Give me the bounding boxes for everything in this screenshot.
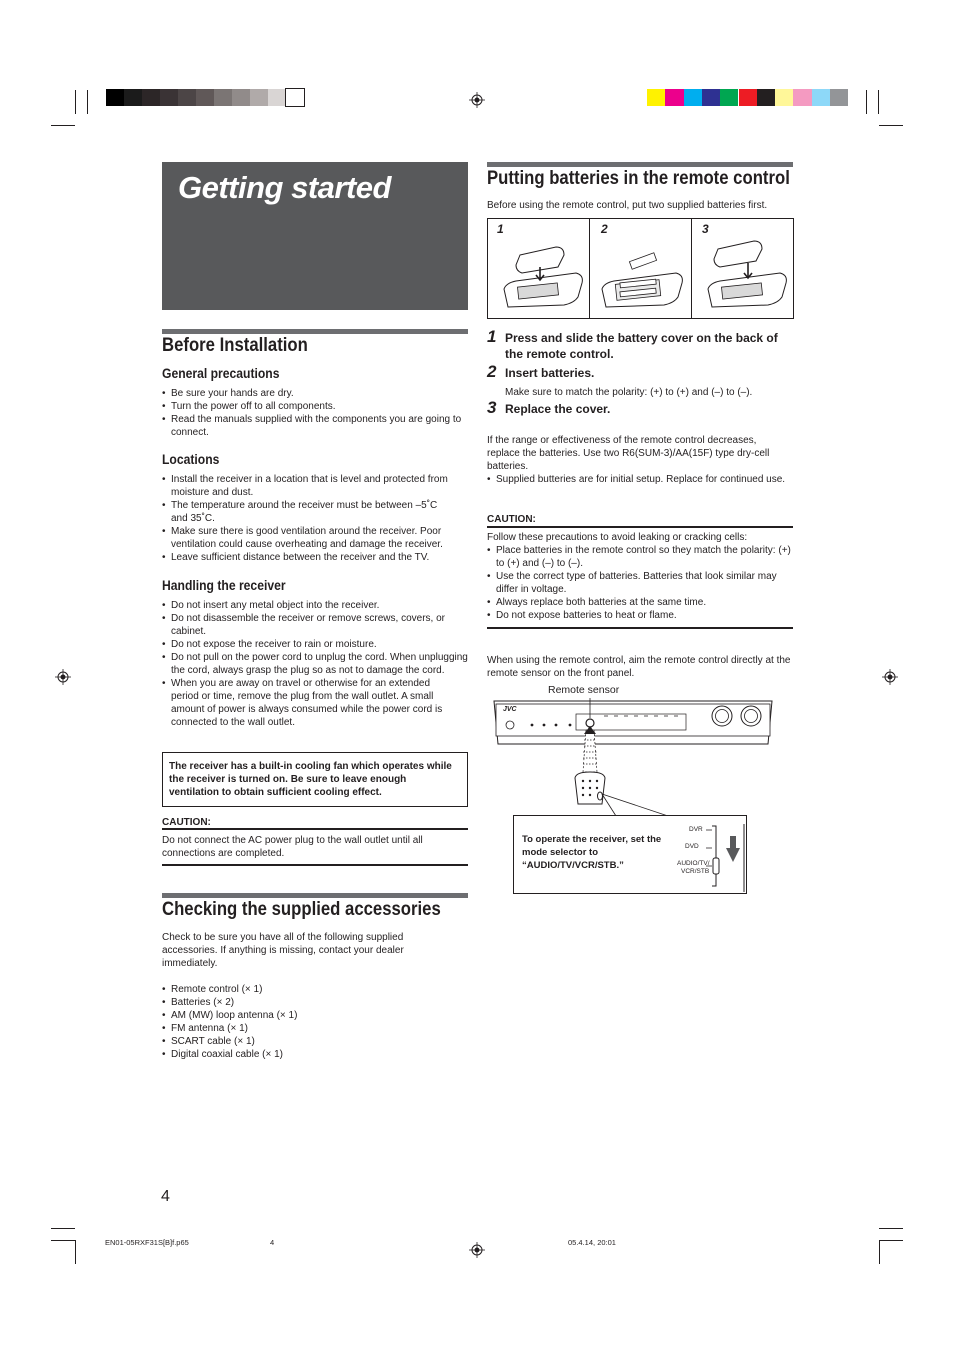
calibration-swatch [250, 89, 268, 106]
remote-sensor-label: Remote sensor [548, 684, 620, 696]
list-item: • FM antenna (× 1) [162, 1022, 362, 1035]
section-rule [162, 329, 468, 334]
list-item: • Turn the power off to all components. [162, 400, 468, 413]
crop-mark [51, 1240, 75, 1241]
registration-target-icon [55, 669, 71, 685]
registration-target-icon [469, 92, 485, 108]
step-number: 3 [487, 398, 497, 417]
step-number: 1 [487, 327, 497, 346]
list-item: • SCART cable (× 1) [162, 1035, 362, 1048]
list-item: • Supplied butteries are for initial setup. Replace for continued use. [487, 473, 787, 486]
panel-number: 1 [497, 222, 504, 236]
page-title: Getting started [178, 170, 391, 205]
list-item: • Batteries (× 2) [162, 996, 362, 1009]
remote-battery-close-icon [698, 237, 790, 315]
locations-list [162, 473, 464, 564]
step-text: Replace the cover. [505, 402, 611, 416]
list-item: • Digital coaxial cable (× 1) [162, 1048, 362, 1061]
battery-illustration-strip [487, 218, 794, 319]
crop-mark [75, 90, 76, 114]
list-item: • Leave sufficient distance between the receiver and the TV. [162, 551, 464, 564]
calibration-swatch [702, 89, 720, 106]
caution-text: Do not connect the AC power plug to the wall outlet until all connections are completed. [162, 835, 423, 859]
list-item: • Place batteries in the remote control so they match the polarity: (+) to (+) and (–) to (–). [487, 544, 793, 570]
list-item: • Do not expose the receiver to rain or moisture. [162, 638, 468, 651]
receiver-front-panel-icon [492, 698, 776, 748]
accessories-heading: Checking the supplied accessories [162, 899, 441, 920]
calibration-swatch [720, 89, 738, 106]
section-rule [487, 162, 793, 167]
footer-page: 4 [270, 1238, 275, 1247]
panel-number: 3 [702, 222, 709, 236]
mode-label: AUDIO/TV/ [677, 860, 710, 867]
fan-note-text: The receiver has a built-in cooling fan which operates while the receiver is turned on. Be sure to leave enough ventilation to obtain sufficient cooling effect. [169, 761, 452, 798]
accessories-intro: Check to be sure you have all of the following supplied accessories. If anything is missing, contact your dealer immediately. [162, 932, 404, 969]
panel-divider [691, 219, 692, 318]
caution-intro: Follow these precautions to avoid leaking or cracking cells: [487, 532, 748, 543]
calibration-swatch [739, 89, 757, 106]
list-item: • AM (MW) loop antenna (× 1) [162, 1009, 362, 1022]
mode-label: DVR [689, 826, 703, 833]
range-note: If the range or effectiveness of the remote control decreases, replace the batteries. Use two R6(SUM-3)/AA(15F) type dry-cell batteries. [487, 435, 770, 472]
calibration-swatch [196, 89, 214, 106]
list-item: • Read the manuals supplied with the components you are going to connect. [162, 413, 468, 439]
mode-selector-callout [513, 815, 747, 894]
crop-mark [75, 1240, 76, 1264]
list-item: • Install the receiver in a location that is level and protected from moisture and dust. [162, 473, 464, 499]
mode-label: DVD [685, 843, 699, 850]
panel-divider [589, 219, 590, 318]
locations-heading: Locations [162, 452, 220, 467]
remote-battery-insert-icon [596, 237, 688, 315]
list-item: • The temperature around the receiver must be between –5˚C and 35˚C. [162, 499, 464, 525]
step-number: 2 [487, 362, 497, 381]
calibration-swatch [812, 89, 830, 106]
mode-label: VCR/STB [681, 868, 710, 875]
crop-mark [879, 1240, 903, 1241]
crop-mark [51, 1228, 75, 1229]
handling-list [162, 599, 468, 729]
page-number: 4 [161, 1188, 170, 1205]
crop-mark [87, 90, 88, 114]
footer-timestamp: 05.4.14, 20:01 [568, 1238, 616, 1247]
calibration-swatch [775, 89, 793, 106]
remote-usage-text: When using the remote control, aim the remote control directly at the remote sensor on the front panel. [487, 655, 791, 679]
calibration-swatch [160, 89, 178, 106]
panel-number: 2 [601, 222, 608, 236]
mode-note-text: To operate the receiver, set the mode selector to “AUDIO/TV/VCR/STB.” [522, 834, 662, 871]
calibration-swatch [178, 89, 196, 106]
batteries-intro: Before using the remote control, put two supplied batteries first. [487, 200, 768, 211]
footer-filename: EN01-05RXF31S[B]f.p65 [105, 1238, 189, 1247]
section-rule [162, 893, 468, 898]
general-precautions-heading: General precautions [162, 366, 280, 381]
general-precautions-list [162, 387, 468, 439]
calibration-swatch [647, 89, 665, 106]
battery-caution-list [487, 544, 793, 622]
list-item: • Do not expose batteries to heat or flame. [487, 609, 793, 622]
fan-note-box [162, 752, 468, 807]
list-item: • Do not pull on the power cord to unplug the cord. When unplugging the cord, always grasp the plug so as not to damage the cord. [162, 651, 468, 677]
title-banner [162, 162, 468, 310]
crop-mark [879, 1228, 903, 1229]
calibration-swatch [106, 89, 124, 106]
caution-rule [487, 526, 793, 528]
calibration-swatch [286, 89, 304, 106]
list-item: • Do not insert any metal object into the receiver. [162, 599, 468, 612]
calibration-swatch [757, 89, 775, 106]
registration-target-icon [469, 1242, 485, 1258]
step-text: Press and slide the battery cover on the back of the remote control. [505, 331, 778, 361]
crop-mark [51, 125, 75, 126]
mode-selector-switch-icon [704, 824, 746, 892]
registration-target-icon [882, 669, 898, 685]
caution-rule [487, 627, 793, 629]
list-item: • Be sure your hands are dry. [162, 387, 468, 400]
remote-battery-open-icon [494, 237, 586, 315]
caution-label: CAUTION: [162, 817, 211, 828]
calibration-swatch [214, 89, 232, 106]
calibration-swatch [142, 89, 160, 106]
brand-logo: JVC [503, 706, 517, 713]
caution-rule [162, 828, 468, 830]
batteries-heading: Putting batteries in the remote control [487, 168, 790, 189]
calibration-swatch [684, 89, 702, 106]
accessories-list [162, 983, 362, 1061]
before-installation-heading: Before Installation [162, 335, 308, 356]
calibration-swatch [232, 89, 250, 106]
calibration-swatch [793, 89, 811, 106]
calibration-swatch [268, 89, 286, 106]
list-item: • When you are away on travel or otherwise for an extended period or time, remove the plug from the wall outlet. A small amount of power is always consumed while the power cord is connected to the wall outlet. [162, 677, 468, 729]
step-text: Insert batteries. [505, 366, 595, 380]
handling-heading: Handling the receiver [162, 578, 286, 593]
crop-mark [879, 1240, 880, 1264]
step-subtext: Make sure to match the polarity: (+) to (+) and (–) to (–). [505, 387, 753, 398]
list-item: • Always replace both batteries at the same time. [487, 596, 793, 609]
crop-mark [878, 90, 879, 114]
caution-rule [162, 864, 468, 866]
calibration-swatch [665, 89, 683, 106]
list-item: • Use the correct type of batteries. Batteries that look similar may differ in voltage. [487, 570, 793, 596]
calibration-swatch [830, 89, 848, 106]
list-item: • Remote control (× 1) [162, 983, 362, 996]
range-list [487, 473, 787, 486]
crop-mark [879, 125, 903, 126]
calibration-swatch [124, 89, 142, 106]
crop-mark [866, 90, 867, 114]
list-item: • Make sure there is good ventilation around the receiver. Poor ventilation could cause overheating and damage the receiver. [162, 525, 464, 551]
caution-label: CAUTION: [487, 514, 536, 525]
list-item: • Do not disassemble the receiver or remove screws, covers, or cabinet. [162, 612, 468, 638]
